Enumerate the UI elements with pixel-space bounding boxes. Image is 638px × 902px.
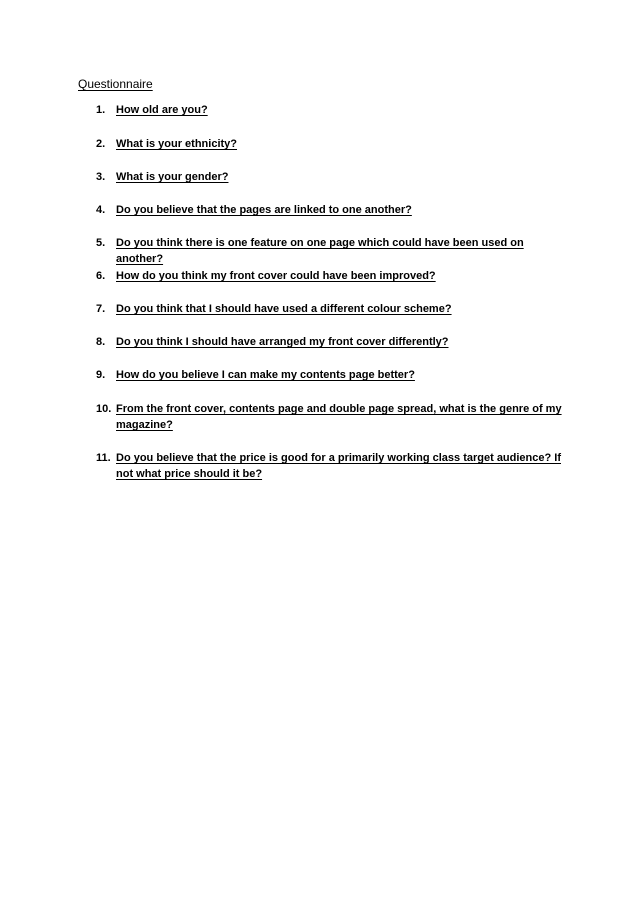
question-number: 8. [96, 336, 106, 348]
question-number: 1. [96, 104, 106, 116]
question-item [96, 367, 566, 383]
question-text: Do you think I should have arranged my front cover differently? [116, 336, 449, 348]
page-title: Questionnaire [78, 77, 153, 91]
question-number: 9. [96, 369, 106, 381]
question-item [96, 102, 566, 118]
question-text: How do you believe I can make my contents page better? [116, 369, 415, 381]
question-text: Do you think there is one feature on one page which could have been used on another? [116, 237, 524, 265]
question-text: How old are you? [116, 104, 208, 116]
question-item [96, 169, 566, 185]
question-item [96, 268, 566, 284]
question-text: Do you believe that the pages are linked to one another? [116, 204, 412, 216]
question-number: 4. [96, 204, 106, 216]
question-number: 6. [96, 270, 106, 282]
question-item [96, 334, 566, 350]
question-number: 3. [96, 171, 106, 183]
question-text: Do you think that I should have used a different colour scheme? [116, 303, 452, 315]
question-item [96, 136, 566, 152]
question-text: What is your ethnicity? [116, 138, 238, 150]
question-number: 5. [96, 237, 106, 249]
question-item [96, 301, 566, 317]
question-item [96, 450, 566, 482]
question-number: 7. [96, 303, 106, 315]
question-item [96, 202, 566, 218]
question-item [96, 235, 566, 267]
question-text: Do you believe that the price is good for a primarily working class target audience? If not what price should it be? [116, 452, 561, 480]
question-text: From the front cover, contents page and double page spread, what is the genre of my magazine? [116, 403, 562, 431]
question-number: 2. [96, 138, 106, 150]
question-item [96, 401, 566, 433]
question-number: 11. [96, 452, 111, 464]
question-text: What is your gender? [116, 171, 229, 183]
question-number: 10. [96, 403, 112, 415]
question-text: How do you think my front cover could have been improved? [116, 270, 436, 282]
